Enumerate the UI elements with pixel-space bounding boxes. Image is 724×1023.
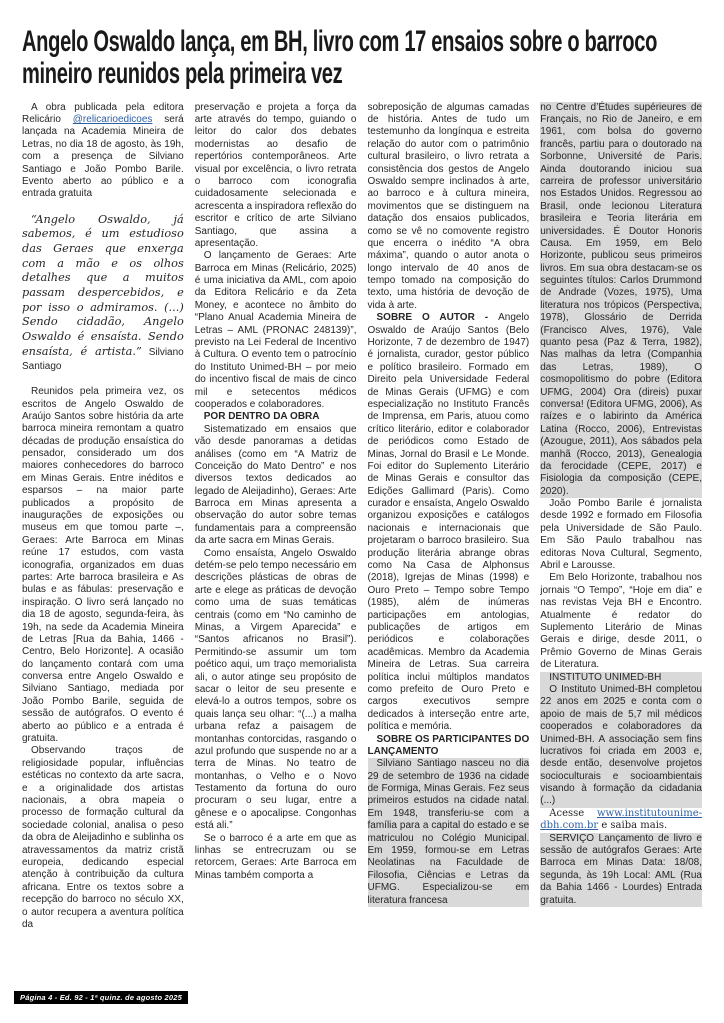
paragraph-text: Angelo Oswaldo de Araújo Santos (Belo Horizonte, 7 de dezembro de 1947) é jornalista, curador, gestor público e político brasileiro. Formado em Direito pela Universidade Federal de Minas Gerais (UFMG) e com especialização no Instituto Francês de Imprensa, em Paris, atuou como crítico literário, editor e colaborador de periódicos como Estado de Minas, Jornal do Brasil e Le Monde. Foi editor do Suplemento Literário de Minas Gerais e consultor das Edições Gallimard (Paris). Como curador e ensaísta, Angelo Oswaldo organizou exposições e catálogos nacionais e internacionais que projetaram o barroco brasileiro. Sua produção literária abrange obras como Na Casa de Alphonsus (2018), Igrejas de Minas (1998) e Ouro Preto – Tempo sobre Tempo (1985), além de inúmeras participações em antologias, publicações de artigos em periódicos e colaborações acadêmicas. Membro da Academia Mineira de Letras. Sua carreira política inclui múltiplos mandatos como prefeito de Ouro Preto e cargos executivos sempre dedicados à interseção entre arte, política e memória. xyxy=(367,312,530,733)
section-heading-instituto-unimed-bh: INSTITUTO UNIMED-BH xyxy=(540,672,702,684)
paragraph-text: A obra publicada pela editora Relicário xyxy=(22,101,184,125)
intro-paragraph xyxy=(22,102,184,201)
instagram-handle-link[interactable]: @relicarioedicoes xyxy=(72,113,153,125)
website-link[interactable]: www.institutounime-dbh.com.br xyxy=(540,807,702,832)
headline: Angelo Oswaldo lança, em BH, livro com 17 ensaios sobre o barroco mineiro reunidos pela primeira vez xyxy=(22,25,658,90)
highlighted-paragraph: no Centre d’Études supérieures de Français, no Rio de Janeiro, e em 1961, com bolsa do governo francês, partiu para o doutorado na Sorbonne, Université de Paris. Ainda doutorando iniciou sua carreira de professor universitário nos Estados Unidos. Regressou ao Brasil, onde lecionou Literatura brasileira e Teoria literária em universidades. É Doutor Honoris Causa. Em 1959, em Belo Horizonte, publicou seus primeiros livros. Em sua obra destacam-se os seguintes títulos: Carlos Drummond de Andrade (Vozes, 1975), Uma literatura nos trópicos (Perspectiva, 1978), Glossário de Derrida (Francisco Alves, 1976), Vale quanto pesa (Paz & Terra, 1982), Nas malhas da letra (Companhia das Letras, 1989), O cosmopolitismo do pobre (Editora UFMG, 2004) Ora (direis) puxar conversa! (Editora UFMG, 2006), As raízes e o labirinto da América Latina (Rocco, 2006), Entrevistas (Azougue, 2011), Aos sábados pela manhã (Rocco, 2013), Genealogia da ferocidade (CEPE, 2017) e Fisiologia da composição (CEPE, 2020). xyxy=(540,101,702,497)
paragraph: O lançamento de Geraes: Arte Barroca em Minas (Relicário, 2025) é uma iniciativa da AML, com apoio da Editora Relicário e da Zeta Money, e acontece no âmbito do “Plano Anual Academia Mineira de Letras – AML (PRONAC 248139)”, previsto na Lei Federal de Incentivo à Cultura. O evento tem o patrocínio do Instituto Unimed-BH – por meio do incentivo fiscal de mais de cinco mil e setecentos médicos cooperados e colaboradores. xyxy=(194,250,357,410)
paragraph-text: Acesse xyxy=(549,807,597,819)
paragraph-text: será lançada na Academia Mineira de Letras, no dia 18 de agosto, às 19h, com a presença de Silviano Santiago e João Pombo Barile. Evento aberto ao público e a entrada gratuita xyxy=(22,113,184,200)
quote-text: “Angelo Oswaldo, já sabemos, é um estudioso das Geraes que enxerga com a mão e os olhos detalhes que a muitos passam despercebidos, e por isso o admiramos. (...) Sendo cidadão, Angelo Oswaldo é ensaísta. Sendo ensaísta, é artista.” xyxy=(22,212,184,358)
paragraph: João Pombo Barile é jornalista desde 1992 e formado em Filosofia pela Universidade de São Paulo. Em São Paulo trabalhou nas editoras Nova Cultural, Segmento, Abril e Larousse. xyxy=(540,498,702,572)
column-4 xyxy=(540,102,702,932)
column-2 xyxy=(195,102,357,932)
paragraph: Reunidos pela primeira vez, os escritos de Angelo Oswaldo de Araújo Santos sobre história da arte barroca mineira remontam a quatro décadas de produção ensaística do pensador, considerado um dos maiores conhecedores do barroco em Minas Gerais. Entre inéditos e esparsos – na maior parte publicados a propósito de inaugurações de exposições ou museus em que tomou parte –, Geraes: Arte Barroca em Minas reúne 17 estudos, com vasta iconografia, organizados em duas partes: Arte barroca brasileira e As bulas e as fábulas: preservação e inspiração. O livro será lançado no dia 18 de agosto, segunda-feira, às 19h, na sede da Academia Mineira de Letras [Rua da Bahia, 1466 - Centro, Belo Horizonte]. A ocasião do lançamento contará com uma conversa entre Angelo Oswaldo e Silviano Santiago, mediada por João Pombo Barile, seguida de sessão de autógrafos. O evento é aberto ao público e a entrada é gratuita. xyxy=(22,386,184,745)
pull-quote xyxy=(22,213,184,374)
column-1 xyxy=(22,102,184,932)
section-heading-participantes: SOBRE OS PARTICIPANTES DO LANÇAMENTO xyxy=(367,733,530,757)
paragraph: Em Belo Horizonte, trabalhou nos jornais “O Tempo”, “Hoje em dia” e nas revistas Veja BH e Encontro. Atualmente é redator do Suplemento Literário de Minas Gerais e dirige, desde 2011, o Prêmio Governo de Minas Gerais de Literatura. xyxy=(540,572,702,671)
section-heading-por-dentro-da-obra: POR DENTRO DA OBRA xyxy=(203,411,320,423)
paragraph: Se o barroco é a arte em que as linhas se entrecruzam ou se retorcem, Geraes: Arte Barroca em Minas também comporta a xyxy=(194,832,357,881)
quote-attribution: Silviano Santiago xyxy=(22,346,184,373)
paragraph: Como ensaísta, Angelo Oswaldo detém-se pelo tempo necessário em descrições plásticas de obras de arte e elege as práticas de devoção como uma de suas temáticas centrais (como em “No caminho de Minas, a Virgem Aparecida” e “Santos africanos no Brasil”). Permitindo-se assumir um tom poético aqui, um traço memorialista ali, o autor atinge seu propósito de sacar o leitor de seu presente e elevá-lo a outros tempos, sobre os quais lança seu olhar: “(...) a malha urbana refaz a paisagem de montanhas contorcidas, rasgando o azul profundo que suspende no ar a terra de Minas. No teatro de montanhas, o Velho e o Novo Testamento da fortuna do ouro procuram o seu lugar, entre a gênese e o apocalipse. Congonhas está ali.” xyxy=(194,547,357,832)
website-paragraph xyxy=(540,808,702,833)
footer-text: Página 4 - Ed. 92 - 1ª quinz. de agosto 2025 xyxy=(20,993,183,1002)
paragraph: sobreposição de algumas camadas de história. Antes de tudo um testemunho da longínqua e estreita relação do autor com o patrimônio cultural brasileiro, o livro retrata a consistência dos gestos de Angelo Oswaldo sempre inclinados à arte, ao barroco e à cultura mineira, movimentos que se distinguem na datação dos ensaios publicados, como se vê no comovente registro que encerra o inédito “A obra máxima”, quando o autor anota o longo intervalo de 40 anos de tempo tomado na composição do texto, uma história de devoção de vida à arte. xyxy=(367,101,530,311)
about-author-lead: SOBRE O AUTOR - xyxy=(376,312,499,324)
paragraph-text: e saiba mais. xyxy=(598,820,668,832)
paragraph: preservação e projeta a força da arte através do tempo, guiando o leitor do calor dos debates modernistas ao desafio de repertórios contemporâneos. Arte visual por excelência, o livro retrata o barroco com iconografia cuidadosamente selecionada e acrescenta a inspiradora reflexão do escritor e crítico de arte Silviano Santiago, que assina a apresentação. xyxy=(194,101,357,249)
paragraph: Sistematizado em ensaios que vão desde panoramas a detidas análises (como em “A Matriz de Conceição do Mato Dentro” e nos diversos textos dedicados ao legado de Aleijadinho), Geraes: Arte Barroca em Minas apresenta a observação do autor sobre temas fundamentais para a compreensão da arte sacra em Minas Gerais. xyxy=(194,423,357,547)
highlighted-paragraph: Silviano Santiago nasceu no dia 29 de setembro de 1936 na cidade de Formiga, Minas Gerais. Fez seus primeiros estudos na cidade natal. Em 1948, transferiu-se com a família para a capital do estado e se matriculou no Colégio Municipal. Em 1959, formou-se em Letras Neolatinas na Faculdade de Filosofia, Ciências e Letras da UFMG. Especializou-se em literatura francesa xyxy=(367,758,530,906)
service-info-paragraph: SERVIÇO Lançamento de livro e sessão de autógrafos Geraes: Arte Barroca em Minas Data: 18/08, segunda, às 19h Local: AML (Rua da Bahia 1466 - Lourdes) Entrada gratuita. xyxy=(540,832,702,906)
highlighted-paragraph: O Instituto Unimed-BH completou 22 anos em 2025 e conta com o apoio de mais de 5,7 mil médicos cooperados e colaboradores da Unimed-BH. A associação sem fins lucrativos foi criada em 2003 e, desde então, desenvolve projetos socioculturais e socioambientais visando à formação da cidadania (...) xyxy=(540,683,702,807)
article-columns xyxy=(22,102,702,932)
page-footer xyxy=(14,991,188,1004)
about-author-paragraph xyxy=(368,312,530,733)
paragraph: Observando traços de religiosidade popular, influências estéticas no contexto da arte sacra, e a originalidade dos artistas nacionais, a obra mapeia o processo de formação cultural da sociedade colonial, analisa o peso da obra de Aleijadinho e sublinha os atravessamentos da matriz cristã europeia, dedicando especial atenção à contribuição da cultura africana. Entre os textos sobre a recepção do barroco no século XX, o autor recupera a aventura política da xyxy=(22,745,184,930)
column-3 xyxy=(368,102,530,932)
